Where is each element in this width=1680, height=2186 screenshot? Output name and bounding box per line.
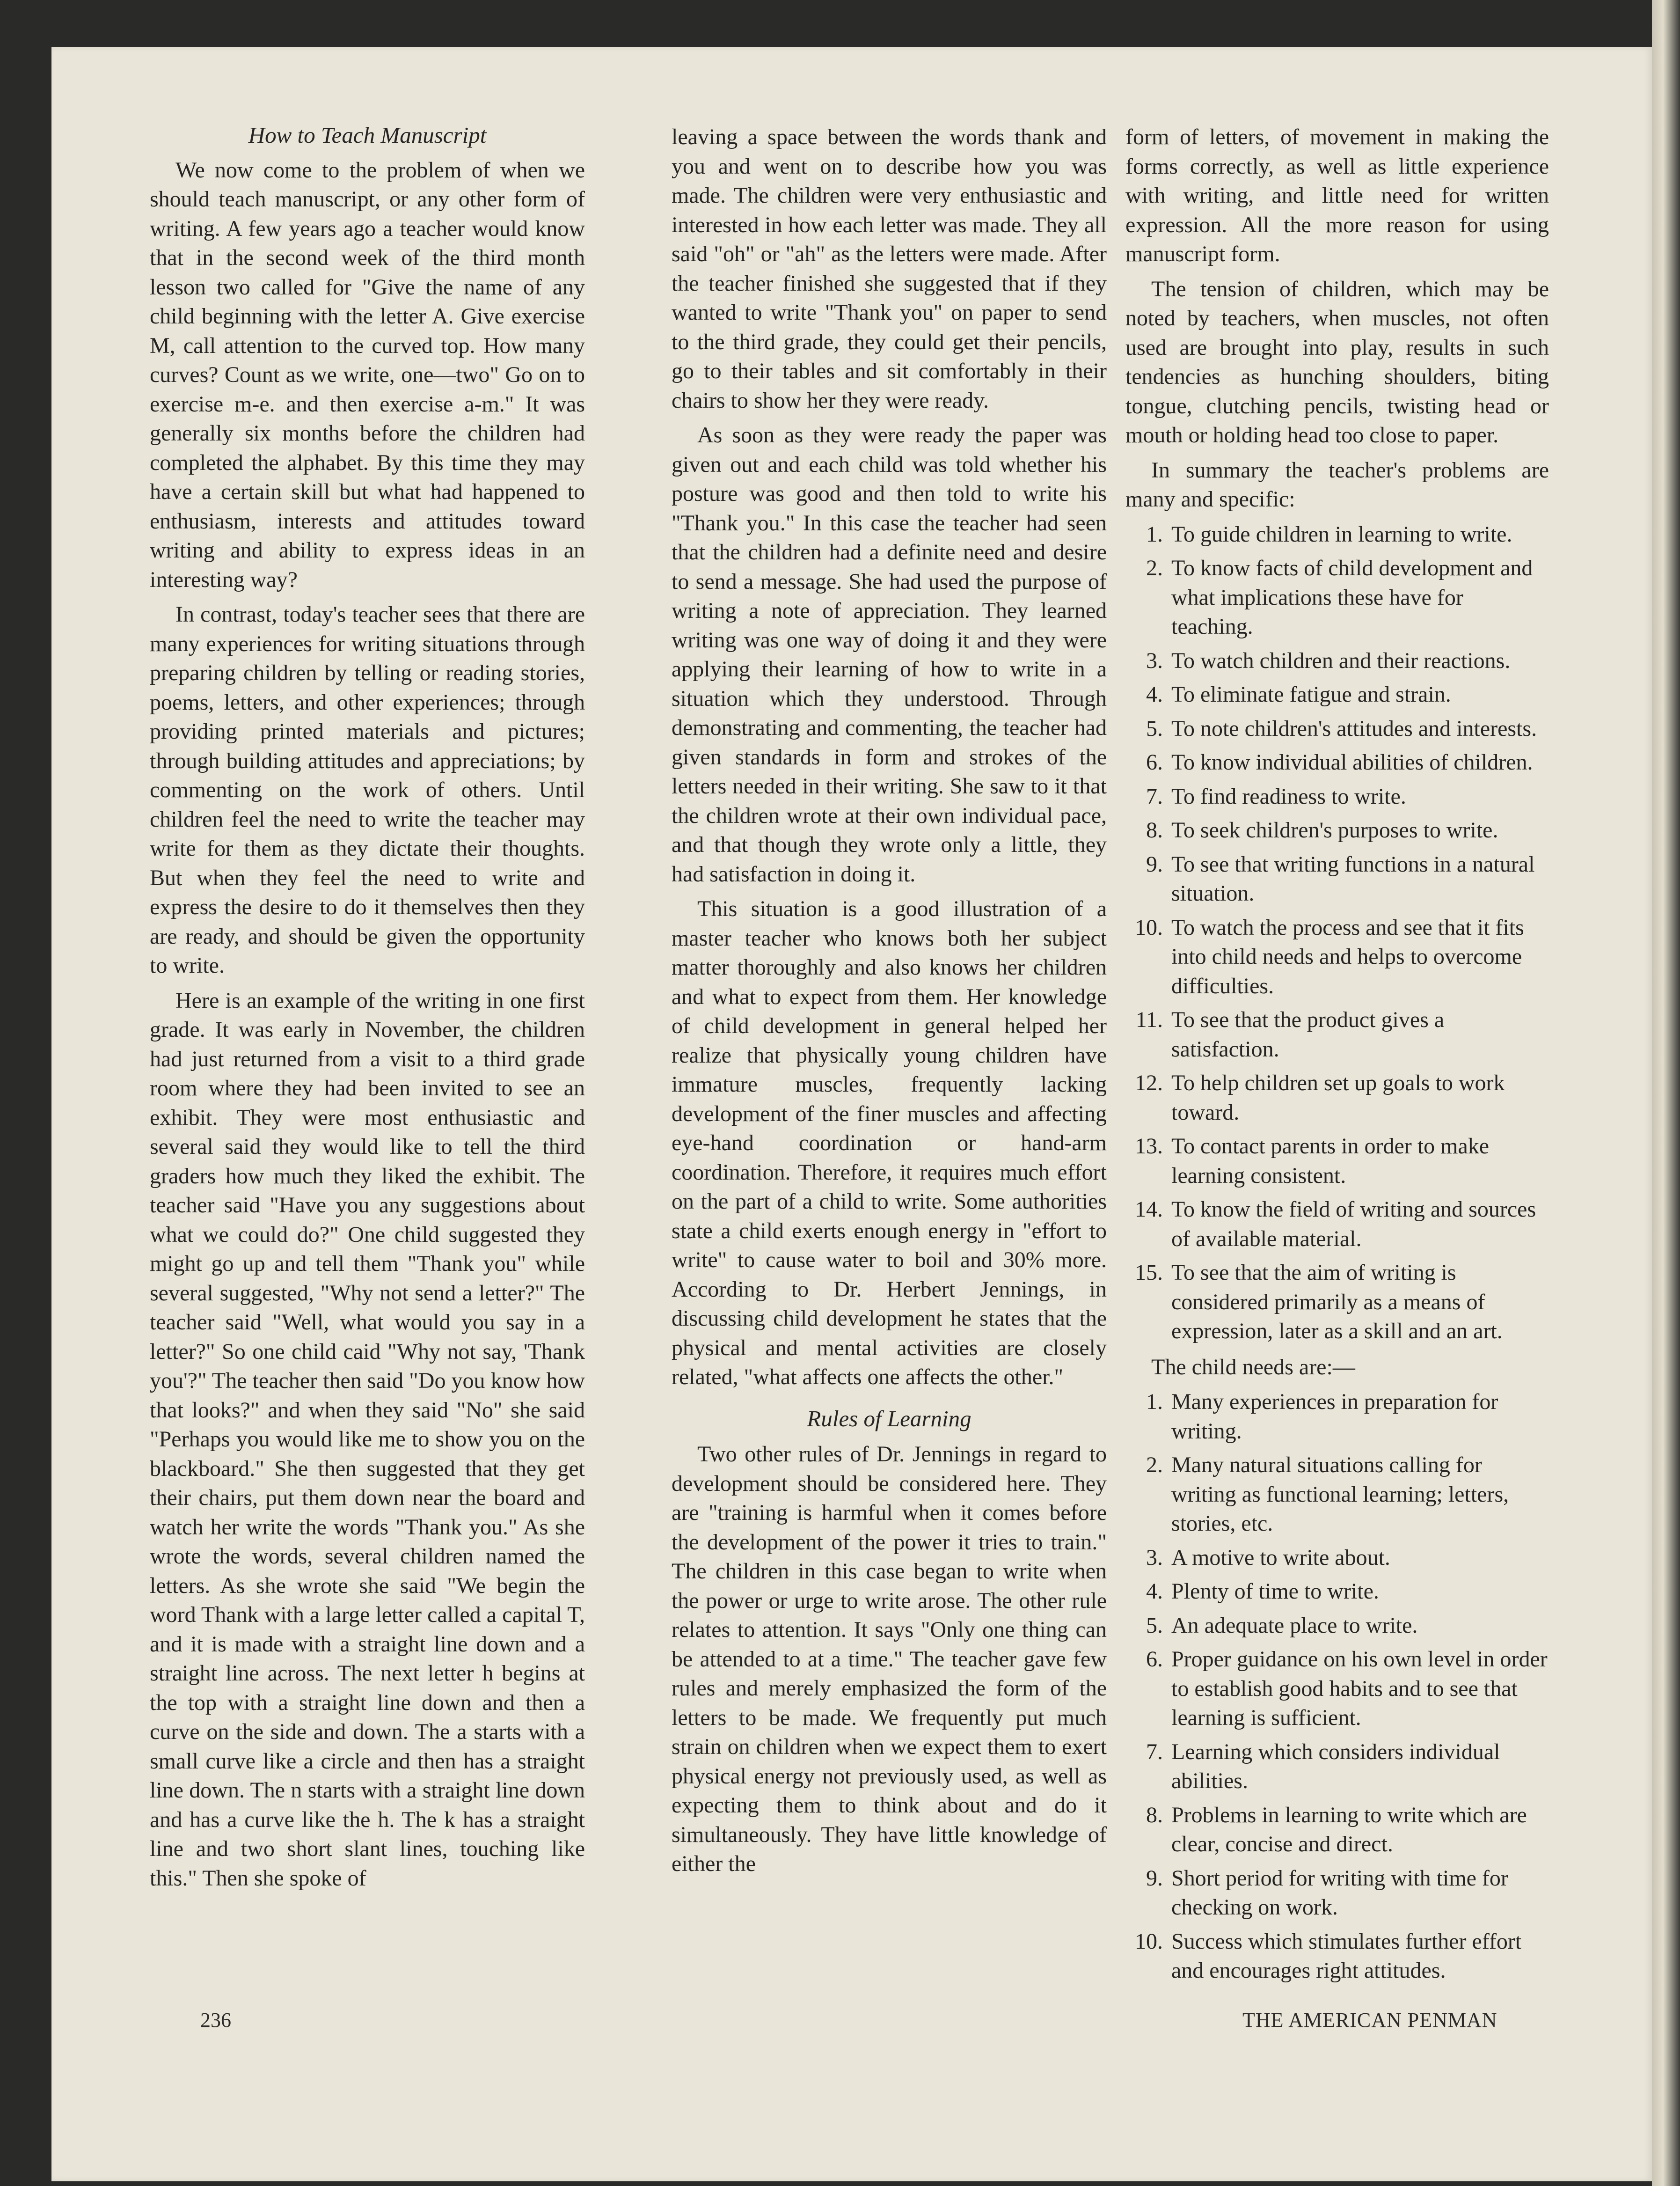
list-item-text: To know individual abilities of children.: [1171, 750, 1533, 775]
list-item-number: 8.: [1146, 1802, 1163, 1827]
list-item: [1125, 1738, 1549, 1796]
list-item-number: 3.: [1146, 1545, 1163, 1570]
list-item-text: To see that the aim of writing is considered primarily as a means of expression, later as a skill and an art.: [1171, 1260, 1503, 1343]
list-item: [1125, 714, 1549, 744]
list-item-text: Many natural situations calling for writing as functional learning; letters, stories, etc.: [1171, 1452, 1509, 1536]
list-item-number: 2.: [1146, 1452, 1163, 1477]
list-item: [1125, 1195, 1549, 1254]
list-item-number: 6.: [1146, 750, 1163, 775]
list-item: [1125, 1387, 1549, 1446]
list-item: [1125, 1451, 1549, 1539]
paragraph: The tension of children, which may be noted by teachers, when muscles, not often used are brought into play, results in such tendencies as hunching shoulders, biting tongue, clutching pencils, twisting head or mouth or holding head too close to paper.: [1125, 276, 1549, 447]
list-item-text: To note children's attitudes and interests.: [1171, 716, 1537, 741]
list-item: [1125, 1132, 1549, 1190]
paragraph: Two other rules of Dr. Jennings in regard to development should be considered here. They are "training is harmful when it comes before the development of the power it tries to train." The children in this case began to write when the power or urge to write arose. The other rule relates to attention. It says "Only one thing can be attended to at a time." The teacher gave few rules and merely emphasized the form of the letters to be made. We frequently put much strain on children when we expect them to exert physical energy not previously used, as well as expecting them to think about and do it simultaneously. They have little knowledge of either the: [672, 1442, 1107, 1876]
list-item-number: 5.: [1146, 1613, 1163, 1638]
paragraph: This situation is a good illustration of a master teacher who knows both her subject matter thoroughly and also knows her children and what to expect from them. Her knowledge of child development in general helped her realize that physically young children have immature muscles, frequently lacking development of the finer muscles and affecting eye-hand coordination or hand-arm coordination. Therefore, it requires much effort on the part of a child to write. Some authorities state a child exerts enough energy in "effort to write" to cause water to boil and 30% more. According to Dr. Herbert Jennings, in discussing child development he states that the physical and mental activities are closely related, "what affects one affects the other.": [672, 896, 1107, 1389]
list-item-number: 10.: [1135, 1929, 1163, 1954]
page-number: 236: [200, 2009, 231, 2032]
list-item: [1125, 1611, 1549, 1641]
list-item-text: To help children set up goals to work toward.: [1171, 1071, 1505, 1125]
list-item: [1125, 748, 1549, 778]
list-item: [1125, 1577, 1549, 1606]
list-item: [1125, 680, 1549, 710]
list-item-number: 1.: [1146, 1389, 1163, 1414]
list-item: [1125, 1801, 1549, 1859]
child-needs-list: [1125, 1387, 1549, 1986]
list-item-text: To eliminate fatigue and strain.: [1171, 682, 1451, 707]
list-item-number: 7.: [1146, 784, 1163, 809]
list-item-text: Problems in learning to write which are clear, concise and direct.: [1171, 1802, 1527, 1856]
list-item: [1125, 1864, 1549, 1922]
section-heading-rules-of-learning: Rules of Learning: [807, 1405, 971, 1431]
paragraph: In contrast, today's teacher sees that there are many experiences for writing situations through preparing children by telling or reading stories, poems, letters, and other experiences; through providing printed materials and pictures; through building attitudes and appreciations; by commenting on the work of others. Until children feel the need to write the teacher may write for them as they dictate their thoughts. But when they feel the need to write and express the desire to do it themselves then they are ready, and should be given the opportunity to write.: [150, 602, 585, 978]
list-item-number: 3.: [1146, 648, 1163, 673]
list-item-number: 12.: [1135, 1071, 1163, 1095]
list-item: [1125, 850, 1549, 909]
column-3: [1125, 123, 1549, 1992]
child-needs-lead: The child needs are:—: [1151, 1354, 1355, 1379]
section-heading-how-to-teach-manuscript: How to Teach Manuscript: [248, 122, 487, 148]
list-item-text: To watch children and their reactions.: [1171, 648, 1511, 673]
list-item: [1125, 554, 1549, 642]
list-item-number: 6.: [1146, 1647, 1163, 1672]
list-item-number: 4.: [1146, 1579, 1163, 1604]
list-item-text: Short period for writing with time for checking on work.: [1171, 1865, 1508, 1920]
list-item-number: 13.: [1135, 1134, 1163, 1159]
list-item-number: 7.: [1146, 1739, 1163, 1764]
list-item: [1125, 1645, 1549, 1733]
list-item-text: To see that the product gives a satisfaction.: [1171, 1007, 1445, 1062]
teacher-problems-list: [1125, 520, 1549, 1346]
paragraph: In summary the teacher's problems are many and specific:: [1125, 457, 1549, 512]
list-item: [1125, 1927, 1549, 1986]
list-item-text: Success which stimulates further effort and encourages right attitudes.: [1171, 1929, 1522, 1983]
list-item-number: 15.: [1135, 1260, 1163, 1285]
list-item: [1125, 646, 1549, 676]
list-item-number: 10.: [1135, 915, 1163, 940]
list-item-text: Learning which considers individual abilities.: [1171, 1739, 1500, 1793]
list-item-number: 5.: [1146, 716, 1163, 741]
list-item-number: 4.: [1146, 682, 1163, 707]
list-item-text: Plenty of time to write.: [1171, 1579, 1379, 1604]
list-item-text: To know facts of child development and what implications these have for teaching.: [1171, 556, 1533, 639]
adjacent-page-edge: [1652, 0, 1680, 2186]
list-item-number: 8.: [1146, 818, 1163, 843]
list-item: [1125, 1069, 1549, 1127]
list-item: [1125, 1543, 1549, 1573]
paragraph: form of letters, of movement in making the forms correctly, as well as little experience with writing, and little need for written expression. All the more reason for using manuscript form.: [1125, 125, 1549, 266]
list-item-text: To seek children's purposes to write.: [1171, 818, 1498, 843]
column-2: [672, 123, 1107, 1885]
list-item: [1125, 782, 1549, 812]
list-item-text: To see that writing functions in a natural situation.: [1171, 851, 1535, 906]
list-item-text: Proper guidance on his own level in order to establish good habits and to see that learning is sufficient.: [1171, 1647, 1548, 1730]
list-item-number: 9.: [1146, 1865, 1163, 1891]
paragraph: Here is an example of the writing in one first grade. It was early in November, the children had just returned from a visit to a third grade room where they had been invited to see an exhibit. They were most enthusiastic and several said they would like to tell the third graders how much they liked the exhibit. The teacher said "Have you any suggestions about what we could do?" One child suggested they might go up and tell them "Thank you" while several suggested, "Why not send a letter?" The teacher said "Well, what would you say in a letter?" So one child caid "Why not say, 'Thank you'?" The teacher then said "Do you know how that looks?" and when they said "No" she said "Perhaps you would like me to show you on the blackboard." She then suggested that they get their chairs, put them down near the board and watch her write the words "Thank you." As she wrote the words, several children named the letters. As she wrote she said "We begin the word Thank with a large letter called a capital T, and it is made with a straight line down and a straight line across. The next letter h begins at the top with a straight line down and then a curve on the side and down. The a starts with a small curve like a circle and then has a straight line down. The n starts with a straight line down and has a curve like the h. The k has a straight line and two short slant lines, touching like this." Then she spoke of: [150, 988, 585, 1891]
list-item-number: 11.: [1135, 1007, 1163, 1032]
list-item-text: To find readiness to write.: [1171, 784, 1406, 809]
list-item: [1125, 520, 1549, 550]
list-item: [1125, 913, 1549, 1001]
paragraph: As soon as they were ready the paper was given out and each child was told whether his posture was good and then told to write his "Thank you." In this case the teacher had seen that the children had a definite need and desire to send a message. She had used the purpose of writing a note of appreciation. They learned writing was one way of doing it and they were applying their learning of how to write in a situation which they understood. Through demonstrating and commenting, the teacher had given standards in form and strokes of the letters needed in their writing. She saw to it that the children wrote at their own individual pace, and that though they wrote only a little, they had satisfaction in doing it.: [672, 423, 1107, 887]
list-item-text: To watch the process and see that it fits into child needs and helps to overcome difficulties.: [1171, 915, 1524, 998]
list-item-number: 9.: [1146, 851, 1163, 877]
list-item-text: Many experiences in preparation for writing.: [1171, 1389, 1498, 1444]
list-item-number: 14.: [1135, 1197, 1163, 1222]
list-item-text: An adequate place to write.: [1171, 1613, 1418, 1638]
list-item-text: To contact parents in order to make learning consistent.: [1171, 1134, 1490, 1188]
list-item-text: To know the field of writing and sources of available material.: [1171, 1197, 1536, 1251]
list-item-text: To guide children in learning to write.: [1171, 521, 1512, 547]
list-item: [1125, 1005, 1549, 1064]
list-item: [1125, 1258, 1549, 1346]
paragraph: We now come to the problem of when we should teach manuscript, or any other form of writing. A few years ago a teacher would know that in the second week of the third month lesson two called for "Give the name of any child beginning with the letter A. Give exercise M, call attention to the curved top. How many curves? Count as we write, one—two" Go on to exercise m-e. and then exercise a-m." It was generally six months before the children had completed the alphabet. By this time they may have a certain skill but what had happened to enthusiasm, interests and attitudes toward writing and ability to express ideas in an interesting way?: [150, 157, 585, 592]
list-item: [1125, 816, 1549, 845]
column-1: [150, 121, 585, 1899]
paragraph: leaving a space between the words thank and you and went on to describe how you was made. The children were very enthusiastic and interested in how each letter was made. They all said "oh" or "ah" as the letters were made. After the teacher finished she suggested that if they wanted to write "Thank you" on paper to send to the third grade, they could get their pencils, go to their tables and sit comfortably in their chairs to show her they were ready.: [672, 125, 1107, 413]
list-item-text: A motive to write about.: [1171, 1545, 1390, 1570]
list-item-number: 1.: [1146, 521, 1163, 547]
list-item-number: 2.: [1146, 556, 1163, 580]
publication-footer: THE AMERICAN PENMAN: [1242, 2009, 1497, 2032]
